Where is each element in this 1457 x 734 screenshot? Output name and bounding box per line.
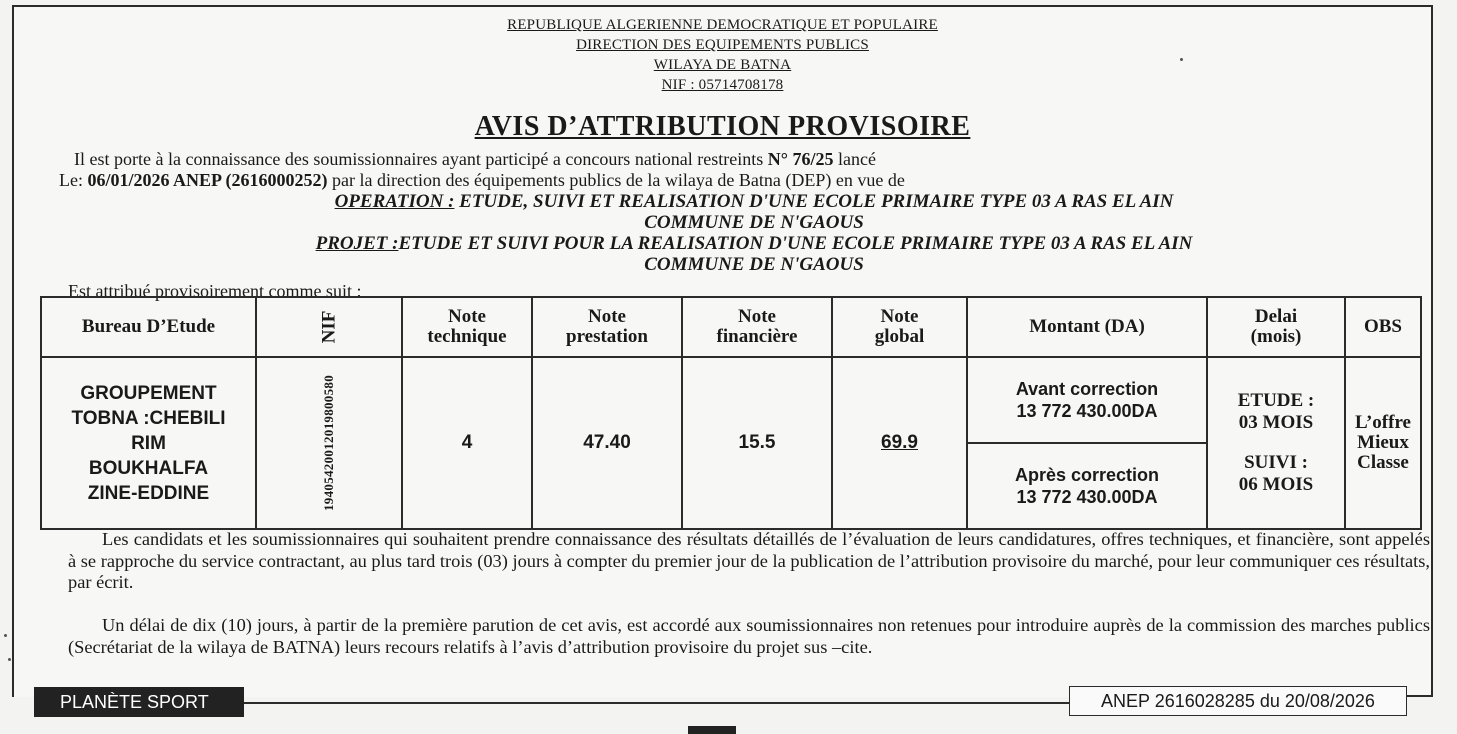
cell-note-prestation: 47.40 <box>532 357 682 529</box>
col-nif <box>256 297 402 357</box>
publication-name: PLANÈTE SPORT <box>34 687 244 717</box>
col-note-technique-2: technique <box>427 326 507 347</box>
scan-speck <box>1180 58 1183 61</box>
col-bureau: Bureau D’Etude <box>41 297 256 357</box>
col-note-technique <box>402 297 532 357</box>
col-delai <box>1207 297 1345 357</box>
projet-text: ETUDE ET SUIVI POUR LA REALISATION D'UNE ECOLE PRIMAIRE TYPE 03 A RAS EL AIN <box>398 233 1193 254</box>
attribution-table <box>40 296 1422 530</box>
cell-montant-avant <box>967 357 1207 443</box>
cell-delai <box>1207 357 1345 529</box>
header-nif: NIF : 05714708178 <box>661 77 784 93</box>
intro-le: Le: <box>59 170 88 190</box>
cell-note-technique: 4 <box>402 357 532 529</box>
operation-text: ETUDE, SUIVI ET REALISATION D'UNE ECOLE PRIMAIRE TYPE 03 A RAS EL AIN <box>454 191 1174 212</box>
header-wilaya: WILAYA DE BATNA <box>653 57 792 73</box>
delai-suivi-value: 06 MOIS <box>1238 474 1314 495</box>
col-nif-label: NIF <box>317 310 339 344</box>
notice-header <box>14 15 1431 95</box>
anep-reference: ANEP 2616028285 du 20/08/2026 <box>1069 686 1407 716</box>
bureau-line-5: ZINE-EDDINE <box>87 482 210 504</box>
operation-line-2: COMMUNE DE N'GAOUS <box>644 212 864 233</box>
table-header-row <box>41 297 1421 357</box>
col-montant: Montant (DA) <box>967 297 1207 357</box>
cell-montant-apres <box>967 443 1207 529</box>
operation-label: OPERATION : <box>334 191 455 212</box>
footer-divider-right <box>1407 695 1431 697</box>
bureau-line-2: TOBNA :CHEBILI <box>71 407 226 429</box>
col-note-prestation-1: Note <box>588 306 626 327</box>
scan-speck <box>4 634 7 637</box>
table-row <box>41 357 1421 443</box>
cell-nif <box>256 357 402 529</box>
obs-line-1: L’offre <box>1355 412 1411 433</box>
projet-line-2: COMMUNE DE N'GAOUS <box>644 254 864 275</box>
montant-avant-label: Avant correction <box>1015 379 1159 399</box>
cell-bureau <box>41 357 256 529</box>
header-republic: REPUBLIQUE ALGERIENNE DEMOCRATIQUE ET POPULAIRE <box>507 17 938 33</box>
launch-date-ref: 06/01/2026 ANEP (2616000252) <box>87 170 328 190</box>
paragraph-results <box>68 529 1430 594</box>
paragraph-recours <box>68 615 1430 658</box>
montant-avant-value: 13 772 430.00DA <box>1016 401 1158 421</box>
col-note-financiere-1: Note <box>738 306 776 327</box>
intro-direction: par la direction des équipements publics de la wilaya de Batna (DEP) en vue de <box>327 170 905 190</box>
cell-note-global: 69.9 <box>832 357 967 529</box>
projet-line-1 <box>64 233 1444 254</box>
projet-block <box>64 233 1444 275</box>
attribution-label: Est attribué provisoirement comme suit : <box>68 281 362 301</box>
bureau-line-1: GROUPEMENT <box>80 382 217 404</box>
page-number-mark <box>688 726 736 734</box>
header-direction: DIRECTION DES EQUIPEMENTS PUBLICS <box>576 37 869 53</box>
col-note-technique-1: Note <box>448 306 486 327</box>
intro-line-1 <box>74 149 1404 170</box>
obs-line-3: Classe <box>1357 452 1409 473</box>
footer-divider <box>244 702 1070 704</box>
intro-text-a: Il est porte à la connaissance des soumissionnaires ayant participé a concours national restreints <box>74 149 768 169</box>
col-delai-2: (mois) <box>1250 326 1302 347</box>
delai-suivi-label: SUIVI : <box>1244 452 1308 473</box>
col-note-prestation <box>532 297 682 357</box>
col-note-global <box>832 297 967 357</box>
paragraph-recours-text: Un délai de dix (10) jours, à partir de la première parution de cet avis, est accordé aux soumissionnaires non retenues pour introduire auprès de la commission des marches publics (Secrétariat de la wilaya de BATNA) leurs recours relatifs à l’avis d’attribution provisoire du projet sus –cite. <box>68 615 1430 657</box>
obs-line-2: Mieux <box>1357 432 1409 453</box>
concours-number: N° 76/25 <box>767 149 834 169</box>
intro-text-c: lancé <box>833 149 876 169</box>
delai-etude-label: ETUDE : <box>1237 390 1315 411</box>
paragraph-results-text: Les candidats et les soumissionnaires qui souhaitent prendre connaissance des résultats détaillés de l’évaluation de leurs candidatures, offres techniques, et financière, sont appelés à se rapproche du service contractant, au plus tard trois (03) jours à compter du premier jour de la publication de l’attribution provisoire du marché, pour leur communiquer ces résultats, par écrit. <box>68 529 1430 592</box>
cell-note-financiere: 15.5 <box>682 357 832 529</box>
col-note-financiere-2: financière <box>716 326 798 347</box>
col-note-global-1: Note <box>880 306 919 327</box>
col-delai-1: Delai <box>1254 306 1298 327</box>
col-note-prestation-2: prestation <box>566 326 648 347</box>
col-note-global-2: global <box>874 326 925 347</box>
cell-obs <box>1345 357 1421 529</box>
notice-title: AVIS D’ATTRIBUTION PROVISOIRE <box>474 111 971 142</box>
nif-value: 194054200120198005​80 <box>321 375 336 511</box>
intro-line-2 <box>59 170 1404 191</box>
bureau-line-3: RIM <box>131 432 166 454</box>
intro-text <box>59 149 1404 191</box>
col-obs: OBS <box>1345 297 1421 357</box>
bureau-line-4: BOUKHALFA <box>88 457 209 479</box>
operation-block <box>64 191 1444 233</box>
notice-frame <box>12 5 1433 697</box>
delai-etude-value: 03 MOIS <box>1238 412 1314 433</box>
projet-label: PROJET : <box>315 233 399 254</box>
montant-apres-value: 13 772 430.00DA <box>1016 487 1158 507</box>
col-note-financiere <box>682 297 832 357</box>
scan-speck <box>8 658 11 661</box>
montant-apres-label: Après correction <box>1014 465 1160 485</box>
operation-line-1 <box>64 191 1444 212</box>
